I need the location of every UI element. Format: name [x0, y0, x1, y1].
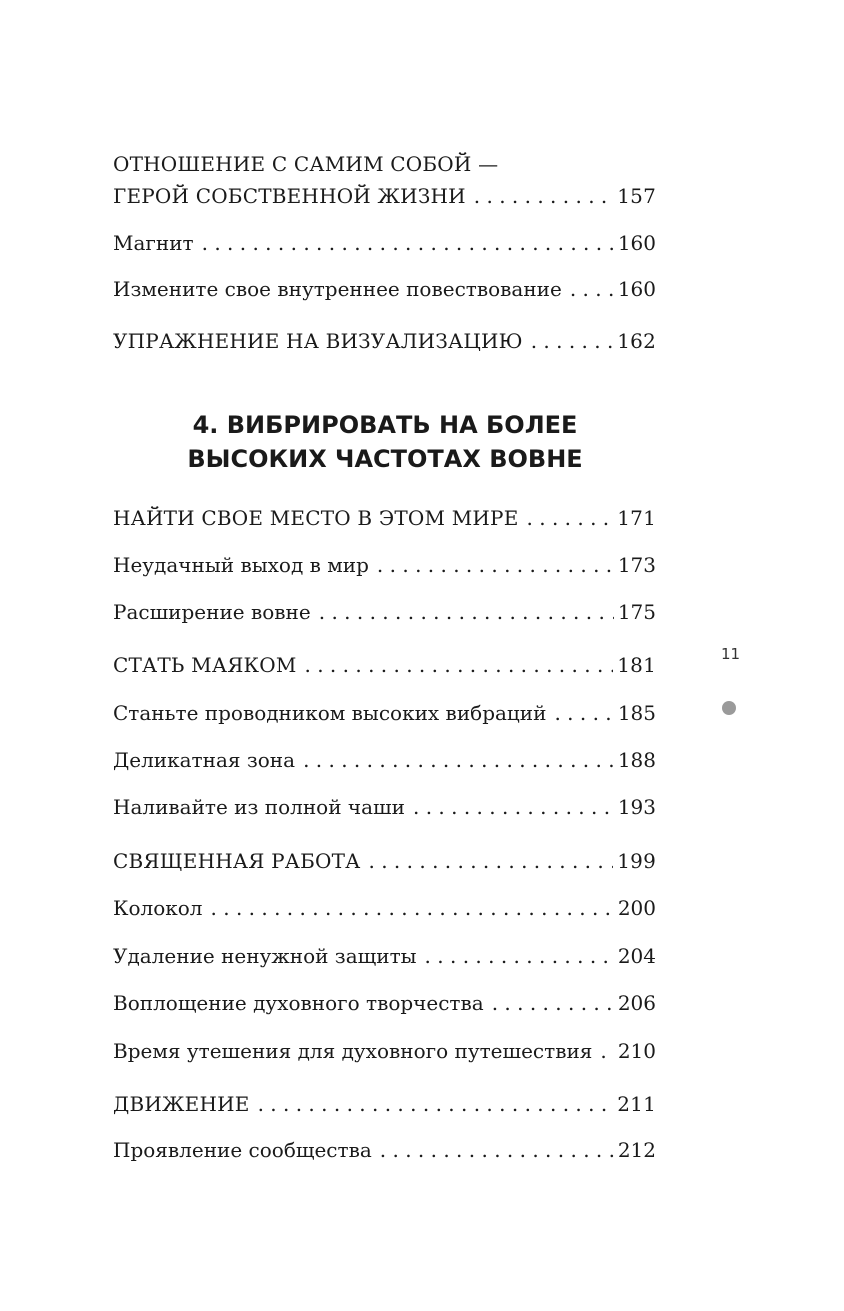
toc-entry: [113, 1138, 656, 1162]
leader-dots: [492, 991, 614, 1015]
leader-dots: [425, 944, 614, 968]
toc-entry-title: Время утешения для духовного путешествия: [113, 1039, 593, 1063]
leader-dots: [413, 795, 614, 819]
leader-dots: [202, 231, 614, 255]
leader-dots: [570, 277, 614, 301]
leader-dots: [527, 506, 614, 530]
toc-entry-page: 211: [617, 1092, 656, 1116]
toc-entry-page: 157: [617, 184, 656, 208]
toc-entry-page: 204: [617, 944, 656, 968]
leader-dots: [531, 329, 614, 353]
leader-dots: [303, 748, 614, 772]
toc-entry: [113, 653, 656, 677]
leader-dots: [258, 1092, 614, 1116]
toc-entry-title: ГЕРОЙ СОБСТВЕННОЙ ЖИЗНИ: [113, 184, 466, 208]
toc-entry: [113, 277, 656, 301]
leader-dots: [319, 600, 614, 624]
leader-dots: [474, 184, 613, 208]
chapter-heading-line1: 4. ВИБРИРОВАТЬ НА БОЛЕЕ: [192, 411, 578, 439]
toc-entry: [113, 553, 656, 577]
chapter-heading-line2: ВЫСОКИХ ЧАСТОТАХ ВОВНЕ: [187, 445, 583, 473]
toc-entry-page: 171: [617, 506, 656, 530]
toc-entry: [113, 329, 656, 353]
toc-entry-title: УПРАЖНЕНИЕ НА ВИЗУАЛИЗАЦИЮ: [113, 329, 523, 353]
dot-marker-icon: [722, 701, 736, 715]
toc-entry-page: 212: [617, 1138, 656, 1162]
toc-entry-page: 210: [617, 1039, 656, 1063]
toc-entry-page: 181: [617, 653, 656, 677]
leader-dots: [211, 896, 614, 920]
toc-entry: [113, 1092, 656, 1116]
toc-entry: [113, 701, 656, 725]
toc-entry-page: 200: [617, 896, 656, 920]
toc-entry: [113, 506, 656, 530]
toc-entry-page: 175: [617, 600, 656, 624]
toc-entry-title: Расширение вовне: [113, 600, 311, 624]
toc-entry-title: СТАТЬ МАЯКОМ: [113, 653, 297, 677]
leader-dots: [369, 849, 614, 873]
toc-entry-page: 193: [617, 795, 656, 819]
toc-entry: [113, 944, 656, 968]
toc-entry: [113, 795, 656, 819]
toc-entry: [113, 849, 656, 873]
toc-entry-title: Магнит: [113, 231, 194, 255]
leader-dots: [554, 701, 613, 725]
toc-entry-title: Колокол: [113, 896, 203, 920]
toc-entry-title: ДВИЖЕНИЕ: [113, 1092, 250, 1116]
leader-dots: [380, 1138, 614, 1162]
toc-entry: [113, 184, 656, 208]
toc-entry: [113, 231, 656, 255]
toc-entry: [113, 600, 656, 624]
toc-entry: [113, 1039, 656, 1063]
leader-dots: [305, 653, 614, 677]
toc-entry: [113, 748, 656, 772]
toc-entry-title: НАЙТИ СВОЕ МЕСТО В ЭТОМ МИРЕ: [113, 506, 519, 530]
toc-entry-page: 160: [617, 231, 656, 255]
toc-entry-page: 160: [617, 277, 656, 301]
toc-entry-title: Деликатная зона: [113, 748, 296, 772]
toc-entry-title: Проявление сообщества: [113, 1138, 372, 1162]
toc-entry-line1: ОТНОШЕНИЕ С САМИМ СОБОЙ —: [113, 152, 499, 176]
toc-entry-page: 199: [617, 849, 656, 873]
leader-dots: [377, 553, 614, 577]
toc-entry-page: 162: [617, 329, 656, 353]
page-number: 11: [721, 645, 741, 663]
leader-dots: [600, 1039, 613, 1063]
toc-entry-title: СВЯЩЕННАЯ РАБОТА: [113, 849, 361, 873]
toc-entry-title: Воплощение духовного творчества: [113, 991, 484, 1015]
toc-entry-title: Измените свое внутреннее повествование: [113, 277, 562, 301]
toc-entry-title: Удаление ненужной защиты: [113, 944, 417, 968]
toc-entry-page: 206: [617, 991, 656, 1015]
toc-entry-title: Станьте проводником высоких вибраций: [113, 701, 547, 725]
toc-entry-title: Наливайте из полной чаши: [113, 795, 405, 819]
toc-entry: [113, 896, 656, 920]
toc-entry-title: Неудачный выход в мир: [113, 553, 369, 577]
toc-entry: [113, 991, 656, 1015]
toc-entry-page: 188: [617, 748, 656, 772]
toc-entry-page: 173: [617, 553, 656, 577]
toc-entry-page: 185: [617, 701, 656, 725]
